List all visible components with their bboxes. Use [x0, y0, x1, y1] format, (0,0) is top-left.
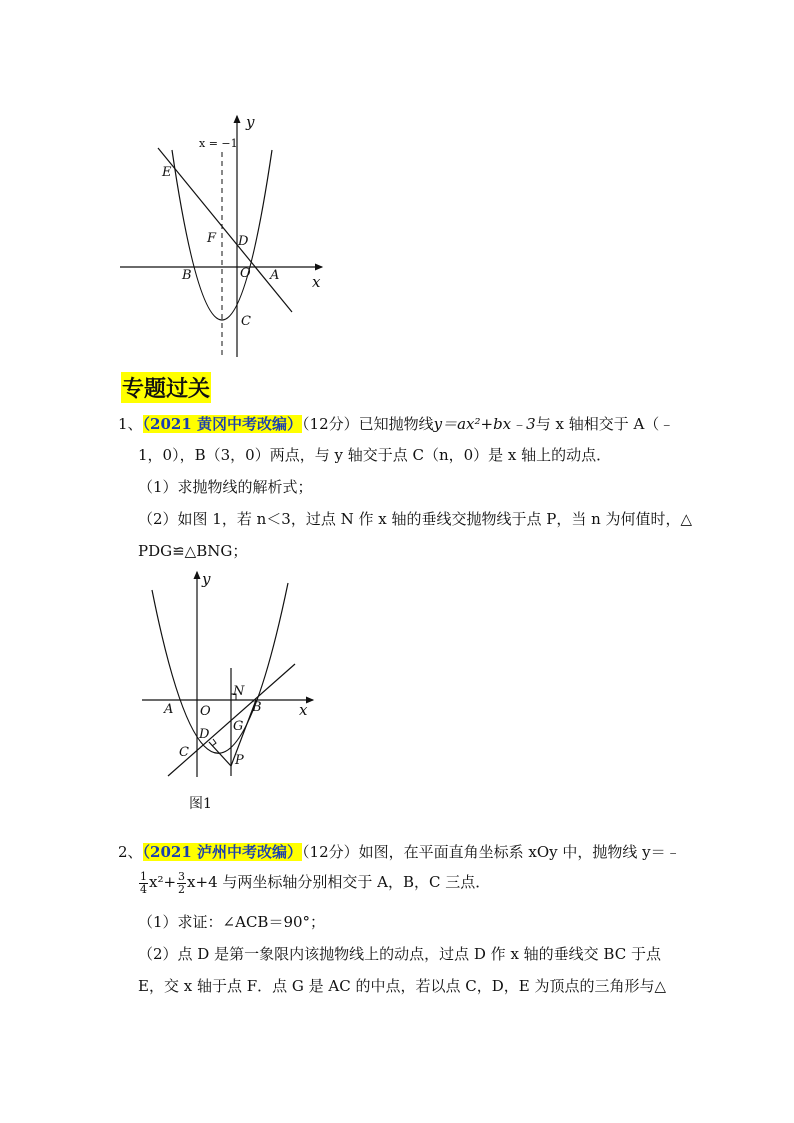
fraction-1-4: $\frac{1}{4}$	[140, 869, 147, 896]
problem2-line2: $\frac{1}{4}$ x²+ $\frac{3}{2}$ x+4 与两坐标轴分别相交于 A，B，C 三点．	[140, 869, 491, 896]
fig1-pt-A: A	[164, 702, 174, 717]
fraction-3-2: $\frac{3}{2}$	[178, 869, 186, 896]
fig1-pt-B: B	[252, 700, 262, 715]
problem2-q2b: E，交 x 轴于点 F．点 G 是 AC 的中点，若以点 C，D，E 为顶点的三角形与△	[138, 977, 667, 995]
problem1-line1: 1、（2021 黄冈中考改编）（12分）已知抛物线y＝ax²+bx﹣3与 x 轴相交于 A（﹣	[118, 415, 675, 433]
fig1-pt-C: C	[179, 745, 189, 760]
pt-D: D	[238, 234, 249, 249]
pt-A: A	[270, 268, 280, 283]
sym-axis-label: x = −1	[199, 137, 238, 150]
pt-O: O	[240, 266, 251, 281]
fig1-pt-G: G	[233, 719, 244, 734]
problem1-q2b: PDG≌△BNG；	[138, 542, 248, 560]
fig1-pt-D: D	[199, 727, 210, 742]
top-x-label: x	[312, 273, 321, 291]
problem1-q2a: （2）如图 1，若 n＜3，过点 N 作 x 轴的垂线交抛物线于点 P，当 n 为何值时，△	[138, 510, 693, 528]
section-title: 专题过关	[121, 372, 211, 403]
fig1-pt-O: O	[200, 704, 211, 719]
fig1-y-label: y	[202, 570, 211, 588]
problem1-q1: （1）求抛物线的解析式；	[138, 478, 313, 496]
fig1-right-angle-D	[212, 739, 216, 746]
fig1-caption: 图1	[189, 796, 212, 812]
pt-B: B	[182, 268, 192, 283]
pt-F: F	[207, 231, 217, 246]
fig1-x-label: x	[299, 701, 308, 719]
problem1-source: （2021 黄冈中考改编）	[142, 415, 303, 433]
fig1-pt-N: N	[233, 684, 245, 699]
pt-E: E	[162, 165, 172, 180]
problem2-q1: （1）求证：∠ACB＝90°；	[138, 913, 326, 931]
fig1-pt-P: P	[235, 753, 244, 768]
fig1-parabola	[152, 583, 288, 753]
problem2-line1: 2、（2021 泸州中考改编）（12分）如图，在平面直角坐标系 xOy 中，抛物线 y＝﹣	[118, 843, 681, 861]
problem2-source: （2021 泸州中考改编）	[142, 843, 303, 861]
problem2-q2a: （2）点 D 是第一象限内该抛物线上的动点，过点 D 作 x 轴的垂线交 BC 于点	[138, 945, 661, 963]
top-y-label: y	[246, 113, 255, 131]
problem1-line2: 1，0），B（3，0）两点，与 y 轴交于点 C（n，0）是 x 轴上的动点．	[138, 446, 612, 464]
pt-C: C	[241, 314, 251, 329]
